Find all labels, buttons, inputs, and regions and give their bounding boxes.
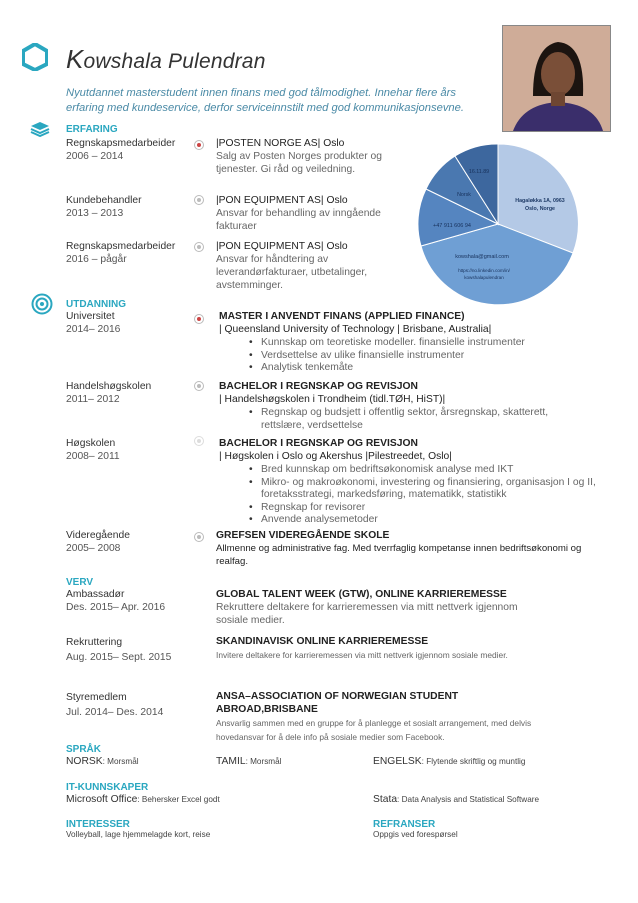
bullet-item: • Bred kunnskap om bedriftsøkonomisk analyse med IKT — [261, 464, 614, 477]
bullet-item: • Mikro- og makroøkonomi, investering og finansiering, organisasjon I og II, foretaksstrategi, markedsføring, matematikk, statistikk — [261, 477, 614, 502]
verv-detail: SKANDINAVISK ONLINE KARRIEREMESSE Invitere deltakere for karrieremessen via mitt nettverk igjennom sosiale medier. — [216, 636, 508, 660]
bullet-item: • Anvende analysemetoder — [261, 514, 614, 527]
experience-detail: |PON EQUIPMENT AS| Oslo Ansvar for håndtering av leverandørfakturaer, utbetalinger, avstemminger. — [216, 241, 368, 291]
contact-address-line2: Oslo, Norge — [524, 206, 556, 212]
language-item: TAMIL: Morsmål — [216, 756, 282, 767]
bullet-item: • Regnskap for revisorer — [261, 502, 614, 515]
experience-role: Kundebehandler 2013 – 2013 — [66, 195, 142, 219]
experience-role: Regnskapsmedarbeider 2016 – pågår — [66, 241, 176, 265]
it-heading: IT-KUNNSKAPER — [66, 782, 149, 793]
education-detail: GREFSEN VIDEREGÅENDE SKOLE Allmenne og administrative fag. Med tverrfaglig kompetanse innen bedriftsøkonomi og realfag. — [216, 530, 582, 567]
it-office: Microsoft Office: Behersker Excel godt — [66, 794, 220, 805]
education-school: Videregående 2005– 2008 — [66, 530, 130, 554]
timeline-dot — [194, 532, 204, 542]
timeline-dot — [194, 381, 204, 391]
contact-linkedin-1: https://no.linkedin.com/in/ — [458, 268, 510, 273]
contact-address-line1: Hagaløkka 1A, 0963 — [515, 198, 565, 204]
timeline-dot — [194, 436, 204, 446]
education-detail: MASTER I ANVENDT FINANS (APPLIED FINANCE) | Queensland University of Technology | Brisbane, Australia| • Kunnskap om teoretiske modeller. finansielle instrumenter • Verdsettelse av ulike finansielle instrumenter • Analytisk tenkemåte — [219, 310, 619, 375]
it-stata: Stata: Data Analysis and Statistical Software — [373, 794, 540, 805]
bullet-item: • Kunnskap om teoretiske modeller. finansielle instrumenter — [261, 337, 619, 350]
experience-heading: ERFARING — [66, 124, 118, 135]
verv-role: Rekruttering Aug. 2015– Sept. 2015 — [66, 637, 172, 663]
contact-linkedin-2: kowshalapulendran — [464, 275, 504, 280]
contact-birthdate: 16.11.89 — [468, 169, 490, 175]
verv-role: Styremedlem Jul. 2014– Des. 2014 — [66, 692, 164, 718]
language-item: ENGELSK: Flytende skriftlig og muntlig — [373, 756, 526, 767]
interests-text: Volleyball, lage hjemmelagde kort, reise — [66, 830, 211, 839]
contact-email: kowshala@gmail.com — [455, 254, 509, 260]
verv-detail: ANSA–ASSOCIATION OF NORWEGIAN STUDENT ABROAD,BRISBANE Ansvarlig sammen med en gruppe for å planlegge et sosialt arrangement, med delvis hovedansvar for å dele info på sosiale medier som Facebook. — [216, 691, 532, 742]
profile-summary: Nyutdannet masterstudent innen finans med god tålmodighet. Innehar flere års erfaring med kundeservice, derfor serviceinnstilt med god kommunikasjonsevne. — [66, 87, 464, 114]
timeline-dot — [194, 242, 204, 252]
timeline-dot — [194, 314, 204, 324]
profile-photo — [502, 25, 611, 132]
experience-role: Regnskapsmedarbeider 2006 – 2014 — [66, 138, 176, 162]
references-heading: REFRANSER — [373, 819, 436, 830]
experience-detail: |PON EQUIPMENT AS| Oslo Ansvar for behandling av inngående fakturaer — [216, 195, 381, 232]
education-school: Universitet 2014– 2016 — [66, 311, 121, 335]
timeline-dot — [194, 140, 204, 150]
bullet-item: • Verdsettelse av ulike finansielle instrumenter — [261, 350, 619, 363]
education-school: Handelshøgskolen 2011– 2012 — [66, 381, 152, 405]
education-heading: UTDANNING — [66, 299, 126, 310]
references-text: Oppgis ved forespørsel — [373, 830, 458, 839]
education-detail: BACHELOR I REGNSKAP OG REVISJON | Høgskolen i Oslo og Akershus |Pilestreedet, Oslo| • Bred kunnskap om bedriftsøkonomisk analyse med IKT • Mikro- og makroøkonomi, investering og finansiering, organisasjon I og II, foretaksstrategi, markedsføring, matematikk, statistikk • Regnskap for revisorer • Anvende analysemetoder — [219, 437, 614, 527]
education-school: Høgskolen 2008– 2011 — [66, 438, 120, 462]
hexagon-logo-icon — [22, 43, 48, 71]
education-detail: BACHELOR I REGNSKAP OG REVISJON | Handelshøgskolen i Trondheim (tidl.TØH, HiST)| • Regnskap og budsjett i offentlig sektor, årsregnskap, skatterett, rettslære, verdsettelse — [219, 380, 589, 432]
bullet-item: • Regnskap og budsjett i offentlig sektor, årsregnskap, skatterett, rettslære, verdsettelse — [261, 407, 589, 432]
verv-detail: GLOBAL TALENT WEEK (GTW), ONLINE KARRIEREMESSE Rekruttere deltakere for karrieremessen via mitt nettverk igjennom sosiale medier. — [216, 589, 518, 626]
candidate-name: Kowshala Pulendran — [66, 44, 266, 74]
language-item: NORSK: Morsmål — [66, 756, 139, 767]
interests-heading: INTERESSER — [66, 819, 130, 830]
timeline-dot — [194, 195, 204, 205]
verv-role: Ambassadør Des. 2015– Apr. 2016 — [66, 589, 166, 613]
contact-phone: +47 911 606 94 — [433, 223, 471, 229]
target-icon — [31, 293, 53, 315]
contact-nationality: Norsk — [457, 192, 471, 198]
verv-heading: VERV — [66, 577, 94, 588]
contact-pie-chart — [418, 141, 580, 307]
experience-detail: |POSTEN NORGE AS| Oslo Salg av Posten Norges produkter og tjenester. Gi råd og veiledning. — [216, 138, 382, 175]
bullet-item: • Analytisk tenkemåte — [261, 362, 619, 375]
layers-icon — [30, 121, 50, 137]
languages-heading: SPRÅK — [66, 744, 102, 755]
